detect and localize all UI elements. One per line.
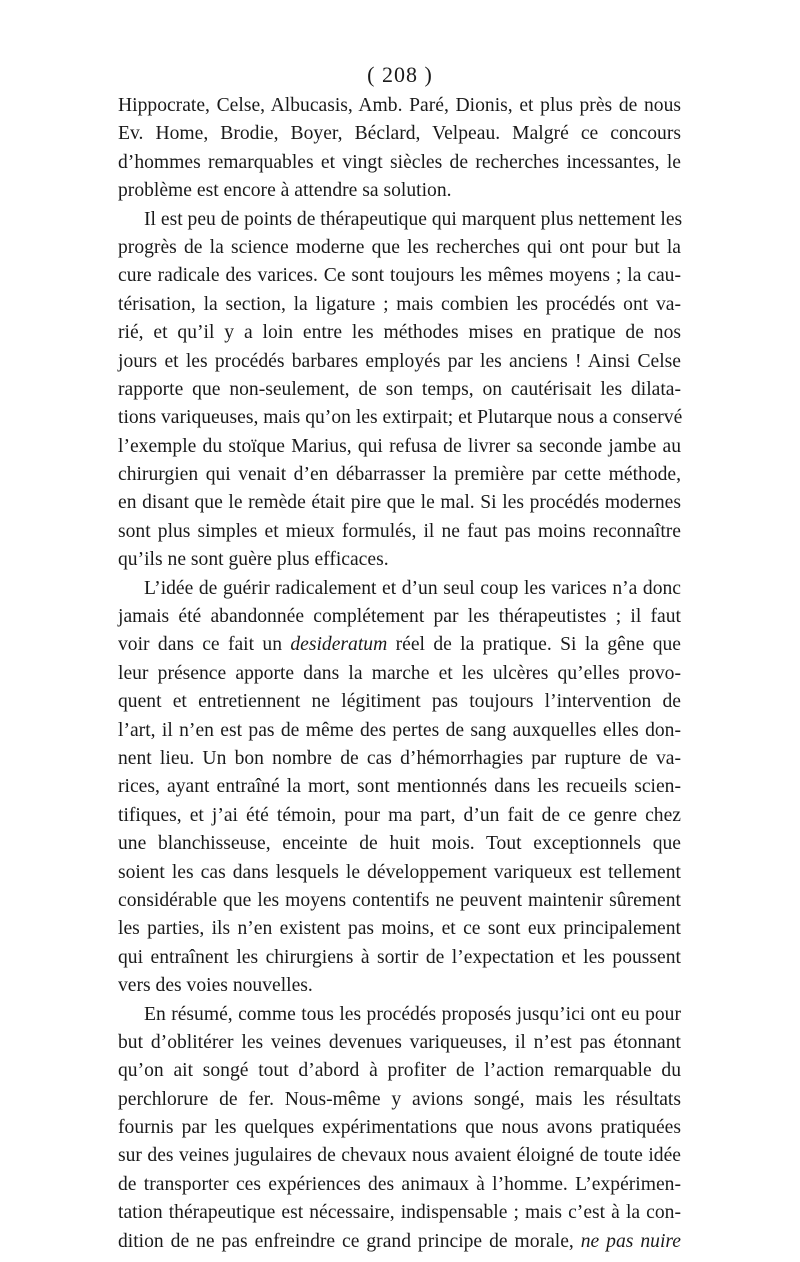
italic-term: desideratum (290, 634, 388, 656)
text-line (118, 1228, 681, 1256)
text-line: nent lieu. Un bon nombre de cas d’hémorrhagies par rupture de va- (118, 747, 681, 769)
text-line: tation thérapeutique est nécessaire, indispensable ; mais c’est à la con- (118, 1202, 681, 1224)
text-line: chirurgien qui venait d’en débarrasser la première par cette méthode, (118, 464, 681, 486)
text-line: qu’on ait songé tout d’abord à profiter de l’action remarquable du (118, 1060, 681, 1082)
text-line: térisation, la section, la ligature ; mais combien les procédés ont va- (118, 293, 681, 315)
text-line: qu’ils ne sont guère plus efficaces. (118, 549, 389, 571)
text-line: considérable que les moyens contentifs ne peuvent maintenir sûrement (118, 889, 681, 911)
text-line: Hippocrate, Celse, Albucasis, Amb. Paré, Dionis, et plus près de nous (118, 95, 681, 116)
text-line: tifiques, et j’ai été témoin, pour ma part, d’un fait de ce genre chez (118, 804, 681, 826)
body-text (118, 92, 681, 1256)
text-line: Ev. Home, Brodie, Boyer, Béclard, Velpeau. Malgré ce concours (118, 123, 681, 145)
text-line: d’hommes remarquables et vingt siècles de recherches incessantes, le (118, 151, 681, 173)
text-line: problème est encore à attendre sa solution. (118, 180, 452, 202)
text-line: jamais été abandonnée complétement par les thérapeutistes ; il faut (118, 606, 681, 628)
text-line: leur présence apporte dans la marche et les ulcères qu’elles provo- (118, 662, 681, 684)
text-line: rapporte que non-seulement, de son temps, on cautérisait les dilata- (118, 378, 681, 400)
text-line: de transporter ces expériences des animaux à l’homme. L’expérimen- (118, 1173, 681, 1195)
italic-term: ne pas nuire (580, 1230, 681, 1252)
line-text: réel de la pratique. Si la gêne que (387, 634, 681, 656)
text-line: rié, et qu’il y a loin entre les méthodes mises en pratique de nos (118, 322, 681, 344)
text-line: En résumé, comme tous les procédés proposés jusqu’ici ont eu pour (144, 1003, 681, 1025)
paragraph (118, 1001, 681, 1257)
paragraph (118, 92, 681, 206)
text-line: vers des voies nouvelles. (118, 975, 313, 997)
page-number: ( 208 ) (367, 62, 433, 87)
text-line: Il est peu de points de thérapeutique qui marquent plus nettement les (144, 208, 683, 230)
text-line: sur des veines jugulaires de chevaux nous avaient éloigné de toute idée (118, 1145, 681, 1167)
paragraph (118, 575, 681, 1001)
text-line: quent et entretiennent ne légitiment pas toujours l’intervention de (118, 691, 681, 713)
text-line: soient les cas dans lesquels le développement variqueux est tellement (118, 861, 681, 883)
text-line: en disant que le remède était pire que le mal. Si les procédés modernes (118, 492, 681, 514)
text-line: les parties, ils n’en existent pas moins, et ce sont eux principalement (118, 918, 681, 940)
text-line: progrès de la science moderne que les recherches qui ont pour but la (118, 236, 681, 258)
text-line: jours et les procédés barbares employés par les anciens ! Ainsi Celse (118, 350, 681, 372)
line-text: voir dans ce fait un (118, 634, 291, 656)
text-line (118, 631, 681, 659)
text-line: l’exemple du stoïque Marius, qui refusa de livrer sa seconde jambe au (118, 435, 681, 457)
text-line: L’idée de guérir radicalement et d’un seul coup les varices n’a donc (144, 577, 681, 599)
text-line: fournis par les quelques expérimentations que nous avons pratiquées (118, 1117, 681, 1139)
text-line: cure radicale des varices. Ce sont toujours les mêmes moyens ; la cau- (118, 265, 681, 287)
text-line: l’art, il n’en est pas de même des pertes de sang auxquelles elles don- (118, 719, 681, 741)
text-line: perchlorure de fer. Nous-même y avions songé, mais les résultats (118, 1088, 681, 1110)
text-line: une blanchisseuse, enceinte de huit mois. Tout exceptionnels que (118, 833, 681, 855)
line-text: dition de ne pas enfreindre ce grand principe de morale, (118, 1230, 581, 1252)
text-line: tions variqueuses, mais qu’on les extirpait; et Plutarque nous a conservé (118, 407, 683, 429)
paragraph (118, 206, 681, 575)
text-line: qui entraînent les chirurgiens à sortir de l’expectation et les poussent (118, 946, 681, 968)
text-line: but d’oblitérer les veines devenues variqueuses, il n’est pas étonnant (118, 1031, 681, 1053)
text-line: sont plus simples et mieux formulés, il ne faut pas moins reconnaître (118, 520, 681, 542)
text-line: rices, ayant entraîné la mort, sont mentionnés dans les recueils scien- (118, 776, 681, 798)
